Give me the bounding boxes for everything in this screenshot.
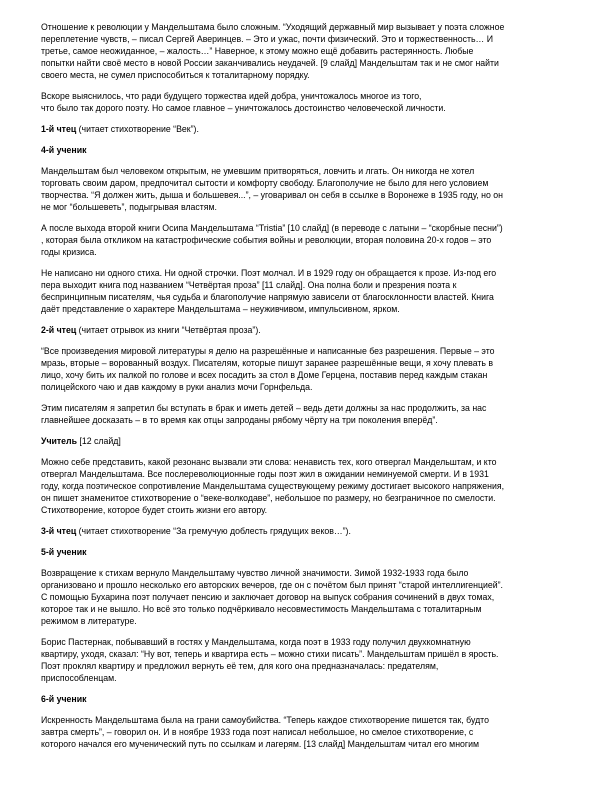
text-line: главнейшее досказать – в то время как отцы запроданы рябому чёрту на три поколения вперёд”.: [41, 415, 438, 425]
label-line: [41, 324, 572, 336]
text-line: Поэт проклял квартиру и предложил вернуть её тем, для кого она предназначалась: предателям,: [41, 661, 439, 671]
label-line: [41, 546, 572, 558]
text-line: Борис Пастернак, побывавший в гостях у Мандельштама, когда поэт в 1933 году получил двухкомнатную: [41, 637, 471, 647]
text-line: Можно себе представить, какой резонанс вызвали эти слова: ненависть тех, кого отвергал Мандельштам, и кто: [41, 457, 497, 467]
speaker-name: 1-й чтец: [41, 124, 77, 134]
text-line: третье, самое неожиданное, – жалость…” Наверное, к этому можно ещё добавить растерянность. Любые: [41, 46, 474, 56]
text-line: “Все произведения мировой литературы я делю на разрешённые и написанные без разрешения. Первые – это: [41, 346, 495, 356]
label-line: [41, 144, 572, 156]
text-line: которое так и не вышло. Но всё это только подчёркивало несовместимость Мандельштама с тоталитарным: [41, 604, 482, 614]
text-line: С помощью Бухарина поэт получает пенсию и заключает договор на выпуск собрания сочинений в двух томах,: [41, 592, 495, 602]
label-line: [41, 525, 572, 537]
text-line: которого начался его мученический путь по ссылкам и лагерям. [13 слайд] Мандельштам читал его многим: [41, 739, 479, 749]
text-line: А после выхода второй книги Осипа Мандельштама “Tristia” [10 слайд] (в переводе с латыни – “скорбные песни”): [41, 223, 503, 233]
text-line: попытки найти своё место в новой России заканчивались неудачей. [9 слайд] Мандельштам так и не смог найти: [41, 58, 499, 68]
text-line: году, когда поэтическое сопротивление Мандельштама существующему режиму достигает высокого напряжения,: [41, 481, 505, 491]
paragraph: [41, 165, 572, 213]
text-line: лицо, хочу бить их палкой по голове и всех посадить за стол в Доме Герцена, поставив перед каждым стакан: [41, 370, 488, 380]
text-line: Вскоре выяснилось, что ради будущего торжества идей добра, уничтожалось многое из того,: [41, 91, 422, 101]
paragraph: [41, 567, 572, 627]
text-line: , которая была откликом на катастрофические события войны и революции, вторая половина 20-х годов – это: [41, 235, 492, 245]
speaker-label: [41, 123, 572, 135]
paragraph: [41, 267, 572, 315]
text-line: торговать своим даром, предпочитал сытости и комфорту свободу. Благополучие не было для него условием: [41, 178, 489, 188]
text-line: беспринципным писателям, чья судьба и благополучие напрямую зависели от благосклонности властей. Книга: [41, 292, 494, 302]
speaker-name: 4-й ученик: [41, 145, 87, 155]
paragraph: [41, 636, 572, 684]
text-line: Искренность Мандельштама была на грани самоубийства. “Теперь каждое стихотворение пишется так, будто: [41, 715, 489, 725]
text-line: Этим писателям я запретил бы вступать в брак и иметь детей – ведь дети должны за нас продолжить, за нас: [41, 403, 487, 413]
label-line: [41, 693, 572, 705]
text-line: квартиру, уходя, сказал: “Ну вот, теперь и квартира есть – можно стихи писать”. Мандельштам пришёл в ярость.: [41, 649, 499, 659]
paragraph: [41, 222, 572, 258]
label-line: [41, 435, 572, 447]
text-line: полицейского чаю и дав каждому в руки анализ мочи Горнфельда.: [41, 382, 313, 392]
speaker-label: [41, 435, 572, 447]
speaker-label: [41, 546, 572, 558]
text-line: Стихотворение, которое будет стоить жизни его автору.: [41, 505, 268, 515]
label-line: [41, 123, 572, 135]
paragraph: [41, 714, 572, 750]
text-line: он пишет знаменитое стихотворение о “веке-волкодаве”, небольшое по размеру, но безграничное по смелости.: [41, 493, 496, 503]
text-line: годы кризиса.: [41, 247, 97, 257]
text-line: приспособленцам.: [41, 673, 117, 683]
text-line: мразь, вторые – ворованный воздух. Писателям, которые пишут заранее разрешённые вещи, я хочу плевать в: [41, 358, 494, 368]
text-line: что было так дорого поэту. Но самое главное – уничтожалось достоинство человеческой личности.: [41, 103, 446, 113]
text-line: не мог “большеветь”, подыгрывая властям.: [41, 202, 217, 212]
paragraph: [41, 90, 572, 114]
text-line: Отношение к революции у Мандельштама было сложным. “Уходящий державный мир вызывает у поэта сложное: [41, 22, 505, 32]
text-line: пера выходит книга под названием “Четвёртая проза” [11 слайд]. Она полна боли и презрения поэта к: [41, 280, 457, 290]
speaker-label: [41, 525, 572, 537]
speaker-label: [41, 324, 572, 336]
text-line: отвергал Мандельштама. Все послереволюционные годы поэт жил в ожидании неминуемой смерти. И в 1931: [41, 469, 489, 479]
speaker-name: 2-й чтец: [41, 325, 77, 335]
paragraph: [41, 456, 572, 516]
speaker-label: [41, 144, 572, 156]
text-line: Возвращение к стихам вернуло Мандельштаму чувство личной значимости. Зимой 1932-1933 года было: [41, 568, 469, 578]
speaker-name: 5-й ученик: [41, 547, 87, 557]
text-line: творчества. “Я должен жить, дыша и большевея...”, – уговаривал он себя в ссылке в Воронеже в 1935 году, но он: [41, 190, 503, 200]
speaker-label: [41, 693, 572, 705]
speaker-note: [12 слайд]: [77, 436, 121, 446]
paragraph: [41, 345, 572, 393]
text-line: переплетение чувств, – писал Сергей Аверинцев. – Это и ужас, почти физический. Это и торжественность… И: [41, 34, 494, 44]
speaker-name: 3-й чтец: [41, 526, 77, 536]
text-line: завтра смерть”, – говорил он. И в ноябре 1933 года поэт написал небольшое, но смелое стихотворение, с: [41, 727, 474, 737]
speaker-note: (читает стихотворение “За гремучую доблесть грядущих веков…”).: [76, 526, 351, 536]
paragraph: [41, 402, 572, 426]
text-line: режимом в литературе.: [41, 616, 137, 626]
text-line: даёт представление о характере Мандельштама – неуживчивом, импульсивном, ярком.: [41, 304, 400, 314]
text-line: организовано и прошло несколько его авторских вечеров, где он с почётом был принят “старой интеллигенцией”.: [41, 580, 503, 590]
text-line: Не написано ни одного стиха. Ни одной строчки. Поэт молчал. И в 1929 году он обращается к прозе. Из-под его: [41, 268, 497, 278]
text-line: своего места, не сумел приспособиться к тоталитарному порядку.: [41, 70, 310, 80]
speaker-note: (читает отрывок из книги “Четвёртая проза”).: [76, 325, 261, 335]
text-line: Мандельштам был человеком открытым, не умевшим притворяться, ловчить и лгать. Он никогда не хотел: [41, 166, 475, 176]
speaker-note: (читает стихотворение “Век”).: [76, 124, 199, 134]
speaker-name: Учитель: [41, 436, 77, 446]
speaker-name: 6-й ученик: [41, 694, 87, 704]
paragraph: [41, 21, 572, 81]
